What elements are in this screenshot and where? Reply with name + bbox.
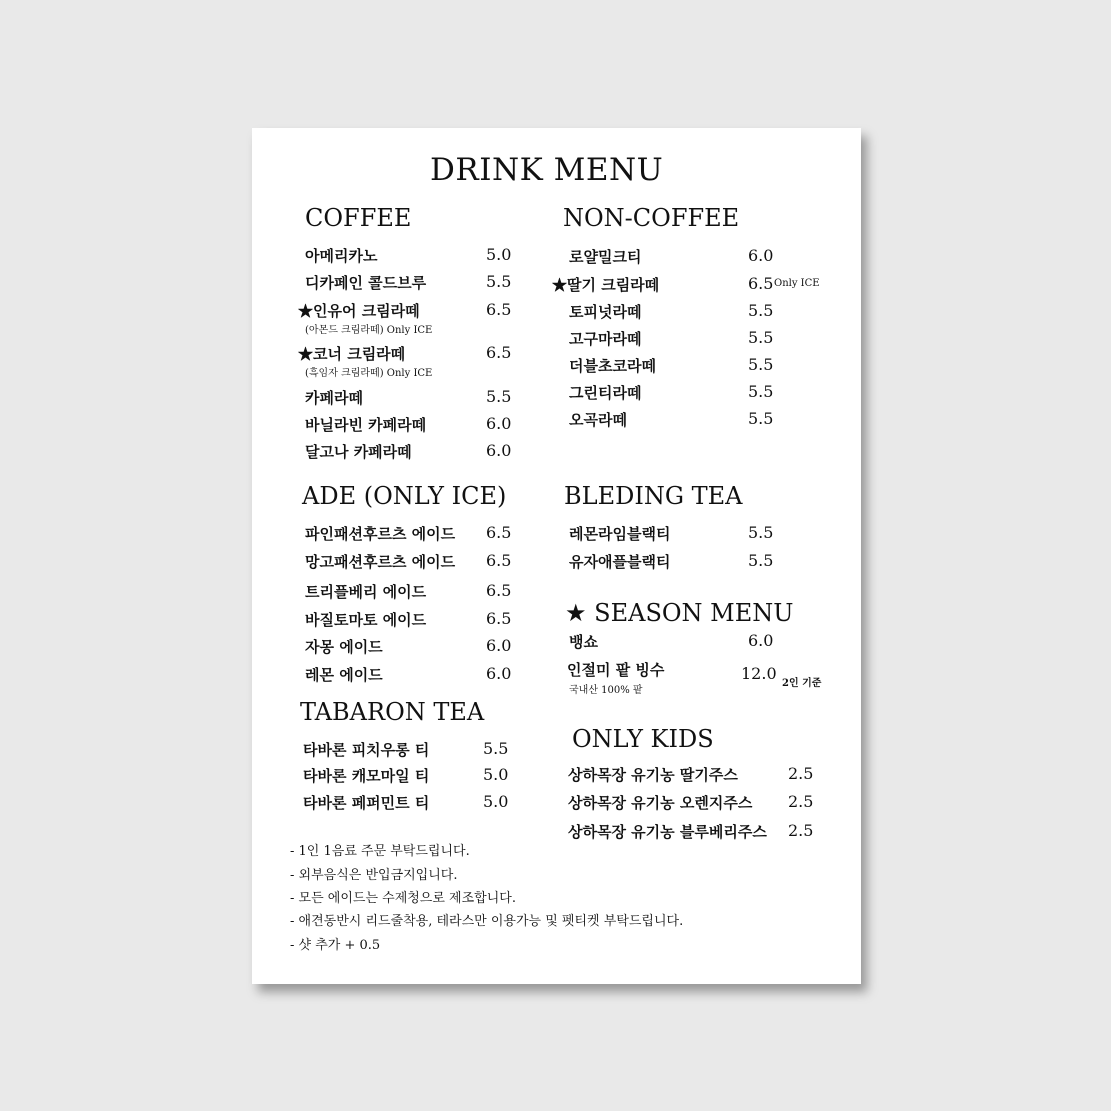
menu-item-price: 6.5	[486, 609, 512, 628]
menu-item-name: 디카페인 콜드브루	[305, 274, 427, 292]
menu-item-subtitle: (흑임자 크림라떼) Only ICE	[305, 368, 433, 379]
section-heading-blending-tea: BLEDING TEA	[564, 482, 743, 510]
notice-line: - 애견동반시 리드줄착용, 테라스만 이용가능 및 펫티켓 부탁드립니다.	[290, 914, 684, 929]
menu-item-price: 2.5	[788, 821, 814, 840]
menu-item-subtitle: (아몬드 크림라떼) Only ICE	[305, 325, 433, 336]
menu-item-name: 고구마라떼	[569, 330, 642, 348]
menu-item-name: 카페라떼	[305, 389, 363, 407]
menu-item-name: 인절미 팥 빙수	[567, 661, 665, 679]
menu-item-price: 5.5	[483, 739, 509, 758]
menu-item-name: 그린티라떼	[569, 384, 642, 402]
menu-item-name: 유자애플블랙티	[569, 553, 671, 571]
section-heading-coffee: COFFEE	[305, 204, 412, 232]
menu-sheet	[252, 128, 861, 984]
notice-line: - 모든 에이드는 수제청으로 제조합니다.	[290, 891, 516, 906]
menu-item-name: 타바론 캐모마일 티	[303, 767, 430, 785]
menu-item-name: 아메리카노	[305, 247, 378, 265]
menu-item-price: 6.5	[486, 581, 512, 600]
section-heading-tabaron-tea: TABARON TEA	[300, 698, 485, 726]
menu-item-price: 6.0	[748, 246, 774, 265]
menu-item-price: 6.0	[486, 441, 512, 460]
menu-item-price: 5.5	[486, 387, 512, 406]
menu-item-price: 6.0	[748, 631, 774, 650]
menu-item-name: 상하목장 유기농 블루베리주스	[568, 823, 767, 841]
menu-item-price: 5.0	[483, 792, 509, 811]
notice-line: - 1인 1음료 주문 부탁드립니다.	[290, 844, 470, 859]
section-heading-non-coffee: NON-COFFEE	[563, 204, 740, 232]
menu-item-note: 2인 기준	[782, 678, 822, 689]
notice-line: - 외부음식은 반입금지입니다.	[290, 868, 458, 883]
menu-item-name: 트리플베리 에이드	[305, 583, 427, 601]
notice-line: - 샷 추가 + 0.5	[290, 938, 381, 953]
menu-item-name: 바질토마토 에이드	[305, 611, 427, 629]
menu-item-price: 2.5	[788, 764, 814, 783]
menu-item-name: 더블초코라떼	[569, 357, 656, 375]
menu-item-price: 5.0	[483, 765, 509, 784]
menu-item-name: 상하목장 유기농 오렌지주스	[568, 794, 753, 812]
menu-item-name: 바닐라빈 카페라떼	[305, 416, 427, 434]
menu-item-price: 2.5	[788, 792, 814, 811]
menu-item-name: 타바론 페퍼민트 티	[303, 794, 430, 812]
menu-item-name: 망고패션후르츠 에이드	[305, 553, 456, 571]
section-heading-season-menu: ★ SEASON MENU	[565, 599, 794, 627]
menu-item-price: 6.0	[486, 414, 512, 433]
menu-item-price: 5.5	[748, 382, 774, 401]
menu-item-price: 6.5	[486, 551, 512, 570]
menu-item-name: 토피넛라떼	[569, 303, 642, 321]
menu-item-price: 5.5	[748, 328, 774, 347]
menu-item-price: 5.5	[748, 301, 774, 320]
menu-item-name: ★딸기 크림라떼	[552, 276, 660, 294]
menu-item-name: 레몬라임블랙티	[569, 525, 671, 543]
menu-item-subtitle: 국내산 100% 팥	[569, 685, 643, 696]
menu-item-name: 오곡라떼	[569, 411, 627, 429]
menu-item-name: ★인유어 크림라떼	[298, 302, 420, 320]
menu-item-name: 상하목장 유기농 딸기주스	[568, 766, 738, 784]
page-title: DRINK MENU	[430, 152, 664, 188]
menu-item-price: 5.5	[486, 272, 512, 291]
section-heading-only-kids: ONLY KIDS	[572, 725, 714, 753]
menu-item-price: 5.5	[748, 523, 774, 542]
menu-item-price: 6.0	[486, 664, 512, 683]
menu-item-price: 6.5	[486, 300, 512, 319]
menu-item-price: 6.5	[486, 523, 512, 542]
menu-item-note: Only ICE	[774, 278, 820, 289]
menu-item-name: 타바론 피치우롱 티	[303, 741, 430, 759]
menu-item-name: 레몬 에이드	[305, 666, 383, 684]
menu-item-price: 5.5	[748, 409, 774, 428]
menu-item-price: 5.5	[748, 551, 774, 570]
menu-item-name: 달고나 카페라떼	[305, 443, 412, 461]
menu-item-name: 로얄밀크티	[569, 248, 642, 266]
menu-item-price: 12.0	[741, 664, 777, 683]
menu-item-price: 6.5	[748, 274, 774, 293]
menu-item-name: 파인패션후르츠 에이드	[305, 525, 456, 543]
menu-item-price: 6.0	[486, 636, 512, 655]
menu-item-name: 자몽 에이드	[305, 638, 383, 656]
menu-item-price: 5.0	[486, 245, 512, 264]
menu-item-price: 6.5	[486, 343, 512, 362]
section-heading-ade: ADE (ONLY ICE)	[302, 482, 507, 510]
menu-item-price: 5.5	[748, 355, 774, 374]
menu-item-name: 뱅쇼	[569, 633, 598, 651]
menu-item-name: ★코너 크림라떼	[298, 345, 406, 363]
